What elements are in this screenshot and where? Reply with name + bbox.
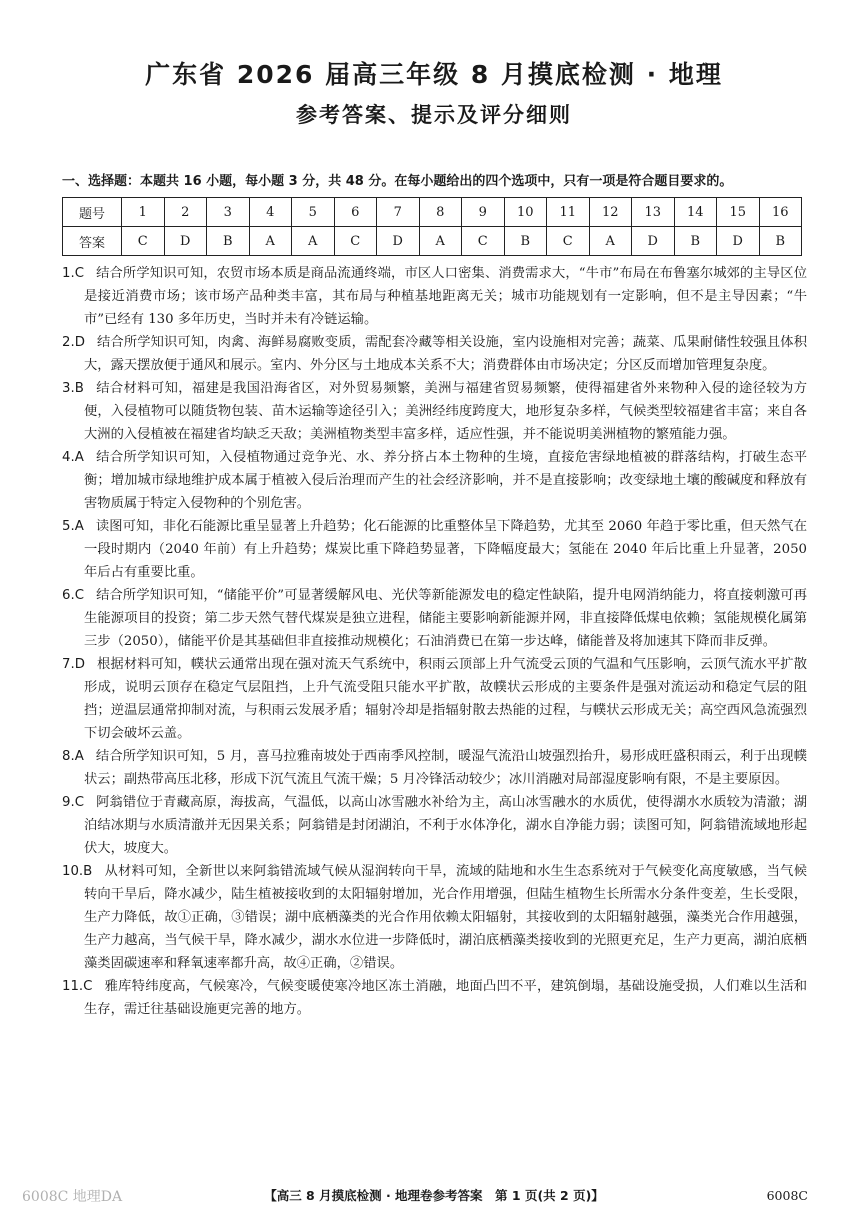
answer-cell: C	[547, 227, 590, 256]
question-number-cell: 16	[759, 198, 802, 227]
answer-cell: A	[249, 227, 292, 256]
question-number: 5.	[62, 519, 75, 534]
section-heading: 一、选择题：本题共 16 小题，每小题 3 分，共 48 分。在每小题给出的四个选项中，只有一项是符合题目要求的。	[62, 174, 733, 189]
question-number-cell: 1	[122, 198, 165, 227]
answer-cell: A	[419, 227, 462, 256]
question-number-cell: 5	[292, 198, 335, 227]
answer-cell: A	[589, 227, 632, 256]
page-footer: 【高三 8 月摸底检测 · 地理卷参考答案 第 1 页(共 2 页)】	[264, 1188, 604, 1203]
question-answer: B	[83, 864, 93, 879]
answer-cell: B	[207, 227, 250, 256]
question-answer: D	[74, 657, 85, 672]
question-number: 7.	[62, 657, 75, 672]
explanation-item	[62, 515, 807, 584]
explanation-text: 雅库特纬度高，气候寒冷，气候变暖使寒冷地区冻土消融，地面凸凹不平，建筑倒塌，基础设施受损，人们难以生活和生存，需迁往基础设施更完善的地方。	[84, 979, 807, 1017]
question-number-cell: 15	[717, 198, 760, 227]
question-number: 10.	[62, 864, 84, 879]
footer-code: 6008C	[766, 1188, 808, 1203]
question-number-cell: 2	[164, 198, 207, 227]
explanation-item	[62, 262, 807, 331]
explanation-item	[62, 446, 807, 515]
explanation-text: 读图可知，非化石能源比重呈显著上升趋势；化石能源的比重整体呈下降趋势，尤其至 2060 年趋于零比重，但天然气在一段时期内（2040 年前）有上升趋势；煤炭比重下降趋势显著，下降幅度最大；氢能在 2040 年后比重上升显著，2050 年后占有重要比重。	[84, 519, 807, 580]
answer-cell: D	[717, 227, 760, 256]
explanation-text: 结合所学知识可知，肉禽、海鲜易腐败变质，需配套冷藏等相关设施，室内设施相对完善；蔬菜、瓜果耐储性较强且体积大，露天摆放便于通风和展示。室内、外分区与土地成本关系不大；消费群体由市场决定；分区反而增加管理复杂度。	[84, 335, 807, 373]
question-number: 3.	[62, 381, 75, 396]
row-label-answer: 答案	[63, 227, 122, 256]
explanations	[62, 262, 807, 1021]
answer-cell: D	[632, 227, 675, 256]
question-number-cell: 6	[334, 198, 377, 227]
question-answer: A	[74, 519, 84, 534]
question-number-cell: 11	[547, 198, 590, 227]
question-number: 2.	[62, 335, 75, 350]
explanation-text: 结合材料可知，福建是我国沿海省区，对外贸易频繁，美洲与福建省贸易频繁，使得福建省外来物种入侵的途径较为方便，入侵植物可以随货物包装、苗木运输等途径引入；美洲经纬度跨度大，地形复杂多样，气候类型较福建省丰富；来自各大洲的入侵植被在福建省均缺乏天敌；美洲植物类型丰富多样，适应性强，并不能说明美洲植物的繁殖能力强。	[84, 381, 807, 442]
explanation-item	[62, 331, 807, 377]
answer-cell: C	[334, 227, 377, 256]
question-answer: D	[74, 335, 85, 350]
answer-table	[62, 197, 802, 256]
question-answer: A	[74, 749, 84, 764]
question-answer: B	[74, 381, 84, 396]
question-number: 4.	[62, 450, 75, 465]
answer-cell: C	[462, 227, 505, 256]
explanation-item	[62, 975, 807, 1021]
explanation-text: 结合所学知识可知，入侵植物通过竞争光、水、养分挤占本土物种的生境，直接危害绿地植被的群落结构，打破生态平衡；增加城市绿地维护成本属于植被入侵后治理而产生的社会经济影响，并不是直接影响；改变绿地土壤的酸碱度和释放有害物质属于特定入侵物种的个别危害。	[84, 450, 807, 511]
answer-cell: B	[504, 227, 547, 256]
explanation-text: 结合所学知识可知，“储能平价”可显著缓解风电、光伏等新能源发电的稳定性缺陷，提升电网消纳能力，将直接刺激可再生能源项目的投资；第二步天然气替代煤炭是独立进程，储能主要影响新能源并网，非直接降低煤电依赖；氢能规模化属第三步（2050），储能平价是其基础但非直接推动规模化；石油消费已在第一步达峰，储能普及将加速其下降而非反弹。	[84, 588, 807, 649]
page-title: 广东省 2026 届高三年级 8 月摸底检测 · 地理	[145, 60, 723, 89]
question-number: 9.	[62, 795, 75, 810]
answer-row	[63, 227, 802, 256]
question-answer: C	[74, 795, 84, 810]
question-number-row	[63, 198, 802, 227]
question-number-cell: 9	[462, 198, 505, 227]
question-number-cell: 3	[207, 198, 250, 227]
explanation-item	[62, 584, 807, 653]
question-answer: C	[74, 266, 84, 281]
answer-cell: C	[122, 227, 165, 256]
explanation-text: 阿翁错位于青藏高原，海拔高，气温低，以高山冰雪融水补给为主，高山冰雪融水的水质优，使得湖水水质较为清澈；湖泊结冰期与水质清澈并无因果关系；阿翁错是封闭湖泊，不利于水体净化，湖水自净能力弱；读图可知，阿翁错流域地形起伏大，坡度大。	[84, 795, 807, 856]
question-number: 8.	[62, 749, 75, 764]
question-number-cell: 12	[589, 198, 632, 227]
explanation-item	[62, 791, 807, 860]
answer-cell: B	[674, 227, 717, 256]
watermark: 6008C 地理DA	[22, 1189, 123, 1205]
answer-cell: D	[377, 227, 420, 256]
question-number: 11.	[62, 979, 84, 994]
question-number: 1.	[62, 266, 75, 281]
explanation-item	[62, 377, 807, 446]
question-number-cell: 14	[674, 198, 717, 227]
question-number: 6.	[62, 588, 75, 603]
explanation-item	[62, 745, 807, 791]
question-number-cell: 7	[377, 198, 420, 227]
answer-cell: B	[759, 227, 802, 256]
question-number-cell: 13	[632, 198, 675, 227]
answer-cell: D	[164, 227, 207, 256]
explanation-item	[62, 653, 807, 745]
row-label-number: 题号	[63, 198, 122, 227]
explanation-text: 根据材料可知，幞状云通常出现在强对流天气系统中，积雨云顶部上升气流受云顶的气温和气压影响，云顶气流水平扩散形成，说明云顶存在稳定气层阻挡，上升气流受阻只能水平扩散，故幞状云形成的主要条件是强对流运动和稳定气层的阻挡；逆温层通常抑制对流，与积雨云发展矛盾；辐射冷却是指辐射散去热能的过程，与幞状云形成无关；高空西风急流强烈下切会破坏云盖。	[84, 657, 807, 741]
explanation-text: 从材料可知，全新世以来阿翁错流域气候从湿润转向干旱，流域的陆地和水生生态系统对于气候变化高度敏感，当气候转向干旱后，降水减少，陆生植被接收到的太阳辐射增加，光合作用增强，但陆生植物生长所需水分条件变差，生长受限，生产力降低，故①正确，③错误；湖中底栖藻类的光合作用依赖太阳辐射，其接收到的太阳辐射越强，藻类光合作用越强，生产力越高，当气候干旱，降水减少，湖水水位进一步降低时，湖泊底栖藻类接收到的光照更充足，生产力更高，湖泊底栖藻类固碳速率和释氧速率都升高，故④正确，②错误。	[84, 864, 807, 971]
page-subtitle: 参考答案、提示及评分细则	[296, 103, 572, 127]
question-answer: A	[74, 450, 84, 465]
answer-cell: A	[292, 227, 335, 256]
question-number-cell: 10	[504, 198, 547, 227]
question-answer: C	[83, 979, 93, 994]
explanation-item	[62, 860, 807, 975]
question-number-cell: 4	[249, 198, 292, 227]
explanation-text: 结合所学知识可知，农贸市场本质是商品流通终端，市区人口密集、消费需求大，“牛市”布局在布鲁塞尔城郊的主导区位是接近消费市场；该市场产品种类丰富，其布局与种植基地距离无关；城市功能规划有一定影响，但不是主导因素；“牛市”已经有 130 多年历史，当时并未有冷链运输。	[84, 266, 807, 327]
question-answer: C	[74, 588, 84, 603]
explanation-text: 结合所学知识可知，5 月，喜马拉雅南坡处于西南季风控制，暖湿气流沿山坡强烈抬升，易形成旺盛积雨云，利于出现幞状云；副热带高压北移，形成下沉气流且气流干燥；5 月冷锋活动较少；冰川消融对局部湿度影响有限，不是主要原因。	[84, 749, 807, 787]
question-number-cell: 8	[419, 198, 462, 227]
